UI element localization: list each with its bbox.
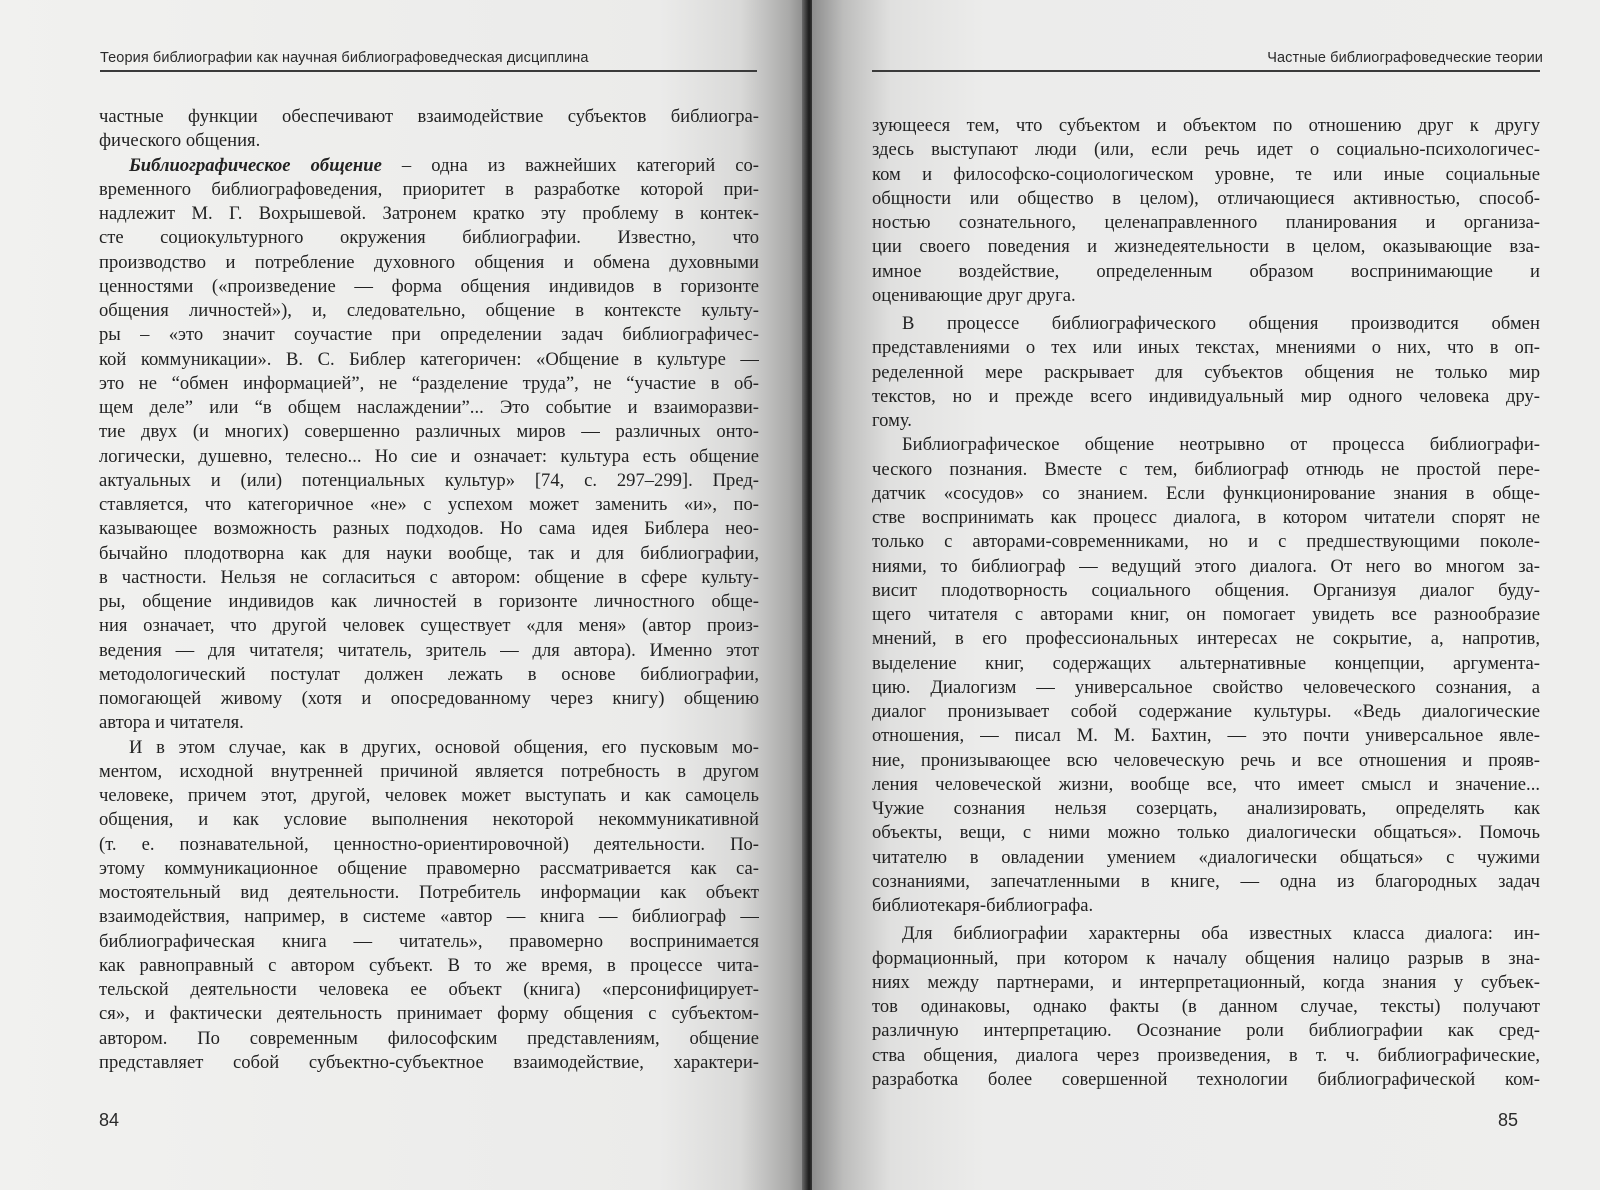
text-line: общности или общество в целом), отличающиеся активностью, способ- bbox=[872, 187, 1540, 209]
text-line: ства общения, диалога через произведения, в т. ч. библиографические, bbox=[872, 1044, 1540, 1066]
text-line: ниями, то библиограф — ведущий этого диалога. От него во многом за- bbox=[872, 555, 1540, 577]
text-line: ческого познания. Вместе с тем, библиограф отнюдь не простой пере- bbox=[872, 458, 1540, 480]
text-line: ся», и фактически деятельность принимает форму общения с субъектом- bbox=[99, 1003, 759, 1025]
text-line: гому. bbox=[872, 410, 912, 431]
header-rule-right bbox=[872, 70, 1540, 72]
text-line: Для библиографии характерны оба известных класса диалога: ин- bbox=[902, 923, 1540, 945]
text-line: (т. е. познавательной, ценностно-ориентировочной) деятельности. По- bbox=[99, 833, 759, 855]
text-line: объекты, вещи, с ними можно только диалогически общаться». Помочь bbox=[872, 822, 1540, 844]
text-line: человеке, причем этот, другой, человек может выступать и как самоцель bbox=[99, 785, 759, 806]
text-line: частные функции обеспечивают взаимодействие субъектов библиогра- bbox=[99, 106, 759, 127]
text-line: ние, пронизывающее всю человеческую речь и все отношения и прояв- bbox=[872, 749, 1540, 771]
text-line: актуальных и (или) потенциальных культур» [74, с. 297–299]. Пред- bbox=[99, 469, 759, 491]
text-line: отношения, — писал М. М. Бахтин, — это почти универсальное явле- bbox=[872, 725, 1540, 747]
text-line: сте социокультурного окружения библиографии. Известно, что bbox=[99, 227, 759, 249]
text-line: ведения — для читателя; читатель, зритель — для автора). Именно этот bbox=[99, 639, 759, 661]
text-line: ры, общение индивидов как личностей в горизонте личностного обще- bbox=[99, 591, 759, 612]
text-line: тельской деятельности человека ее объект (книга) «персонифицирует- bbox=[99, 979, 759, 1000]
text-line: этому коммуникационное общение правомерно рассматривается как са- bbox=[99, 857, 759, 879]
text-line: кой коммуникации». В. С. Библер категоричен: «Общение в культуре — bbox=[99, 348, 759, 370]
text-line: ставляется, что категоричное «не» с успехом может заменить «и», по- bbox=[99, 494, 759, 515]
text-line: производство и потребление духовного общения и обмена духовными bbox=[99, 251, 759, 273]
text-line: ностью сознательного, целенаправленного планирования и организа- bbox=[872, 212, 1540, 233]
left-page-body bbox=[99, 105, 759, 1075]
text-line: различную интерпретацию. Осознание роли библиографии как сред- bbox=[872, 1020, 1540, 1042]
text-line: Библиографическое общение неотрывно от процесса библиографи- bbox=[902, 434, 1540, 456]
text-line: ком и философско-социологическом уровне, те или иные социальные bbox=[872, 163, 1540, 185]
text-line: представлениями о тех или иных текстах, мнениями о них, что в оп- bbox=[872, 337, 1540, 359]
text-line: щего читателя с авторами книг, он помогает увидеть все разнообразие bbox=[872, 604, 1540, 625]
text-line: фического общения. bbox=[99, 130, 261, 152]
text-line: как равноправный с автором субъект. В то же время, в процессе чита- bbox=[99, 954, 759, 976]
text-line: автора и читателя. bbox=[99, 712, 244, 734]
text-line: диалог пронизывает собой содержание культуры. «Ведь диалогические bbox=[872, 701, 1540, 722]
text-line: висит плодотворность социального общения. Организуя диалог буду- bbox=[872, 579, 1540, 601]
text-line: Библиографическое общение – одна из важнейших категорий со- bbox=[129, 154, 759, 176]
text-line: бычайно плодотворна как для науки вообще, так и для библиографии, bbox=[99, 542, 759, 564]
text-line: читателю в овладении умением «диалогически общаться» с чужими bbox=[872, 846, 1540, 868]
text-line: в частности. Нельзя не согласиться с автором: общение в сфере культу- bbox=[99, 566, 759, 588]
text-line: цию. Диалогизм — универсальное свойство человеческого сознания, а bbox=[872, 676, 1540, 698]
text-line: логически, душевно, телесно... Но сие и означает: культура есть общение bbox=[99, 445, 759, 467]
text-line: помогающей живому (хотя и опосредованному через книгу) общению bbox=[99, 688, 759, 709]
text-line: казывающее возможность разных подходов. Но сама идея Библера нео- bbox=[99, 518, 759, 540]
text-line: И в этом случае, как в других, основой общения, его пусковым мо- bbox=[129, 736, 759, 758]
right-page-body bbox=[872, 114, 1540, 1092]
right-page bbox=[812, 0, 1600, 1190]
text-line: общения личностей»), и, следовательно, общение в контексте культу- bbox=[99, 300, 759, 321]
running-head-right: Частные библиографоведческие теории bbox=[1267, 50, 1543, 66]
text-line: методологический постулат должен лежать в основе библиографии, bbox=[99, 663, 759, 685]
text-line: ценностями («произведение — форма общения индивидов в горизонте bbox=[99, 275, 759, 297]
text-line: ниях между партнерами, и интерпретационный, когда знания у субъек- bbox=[872, 971, 1540, 993]
text-line: зующееся тем, что субъектом и объектом по отношению друг к другу bbox=[872, 115, 1540, 136]
text-line: надлежит М. Г. Вохрышевой. Затронем кратко эту проблему в контек- bbox=[99, 203, 759, 224]
text-line: общения, и как условие выполнения некоторой некоммуникативной bbox=[99, 809, 759, 831]
text-line: имное воздействие, определенным образом воспринимающие и bbox=[872, 260, 1540, 282]
text-line: библиотекаря-библиографа. bbox=[872, 895, 1094, 916]
running-head-left: Теория библиографии как научная библиографоведческая дисциплина bbox=[100, 50, 589, 66]
text-line: мнений, в его профессиональных интересах не сокрытие, а, напротив, bbox=[872, 628, 1540, 650]
text-line: стве воспринимать как процесс диалога, в котором читатели спорят не bbox=[872, 507, 1540, 528]
text-line: сознаниями, запечатленными в книге, — одна из благородных задач bbox=[872, 870, 1540, 892]
text-line: ления человеческой жизни, вообще все, что имеет смысл и значение... bbox=[872, 773, 1540, 795]
text-line: автором. По современным философским представлениям, общение bbox=[99, 1027, 759, 1049]
page-number-right: 85 bbox=[1497, 1110, 1518, 1130]
text-line: здесь выступают люди (или, если речь идет о социально-психологичес- bbox=[872, 139, 1540, 161]
text-line: В процессе библиографического общения производится обмен bbox=[902, 313, 1540, 334]
text-line: оценивающие друг друга. bbox=[872, 284, 1076, 306]
text-line: взаимодействия, например, в системе «автор — книга — библиограф — bbox=[99, 906, 759, 928]
text-line: датчик «сосудов» со знанием. Если функционирование знания в обще- bbox=[872, 482, 1540, 504]
text-line: тие двух (и многих) совершенно различных миров — различных онто- bbox=[99, 421, 759, 443]
page-number-left: 84 bbox=[99, 1110, 120, 1130]
text-line: ции своего поведения и жизнедеятельности в целом, оказывающие вза- bbox=[872, 236, 1540, 258]
text-line: библиографическая книга — читатель», правомерно воспринимается bbox=[99, 930, 759, 952]
text-line: разработка более совершенной технологии библиографической ком- bbox=[872, 1068, 1540, 1090]
text-line: ры – «это значит соучастие при определении задач библиографичес- bbox=[99, 324, 759, 346]
lead-term: Библиографическое общение bbox=[129, 154, 382, 176]
text-line: формационный, при котором к началу общения налицо разрыв в зна- bbox=[872, 947, 1540, 969]
header-rule-left bbox=[100, 70, 757, 72]
text-line: тов одинаковы, однако факты (в данном случае, тексты) получают bbox=[872, 996, 1540, 1017]
text-line: Чужие сознания нельзя созерцать, анализировать, определять как bbox=[872, 798, 1540, 819]
text-line: щем деле” или “в общем наслаждении”... Это событие и взаиморазви- bbox=[99, 397, 759, 418]
text-line: мостоятельный вид деятельности. Потребитель информации как объект bbox=[99, 882, 759, 903]
text-line: ределенной мере раскрывает для субъектов общения не только мир bbox=[872, 361, 1540, 383]
text-line: ментом, исходной внутренней причиной является потребность в другом bbox=[99, 760, 759, 782]
text-line: временного библиографоведения, приоритет в разработке которой при- bbox=[99, 178, 759, 200]
text-line: только с авторами-современниками, но и с предшествующими поколе- bbox=[872, 531, 1540, 553]
text-line: представляет собой субъектно-субъектное взаимодействие, характери- bbox=[99, 1051, 759, 1073]
text-line: ния означает, что другой человек существует «для меня» (автор произ- bbox=[99, 615, 759, 637]
text-line: выделение книг, содержащих альтернативные концепции, аргумента- bbox=[872, 652, 1540, 674]
text-line: это не “обмен информацией”, не “разделение труда”, не “участие в об- bbox=[99, 372, 759, 394]
text-line: текстов, но и прежде всего индивидуальный мир одного человека дру- bbox=[872, 385, 1540, 407]
